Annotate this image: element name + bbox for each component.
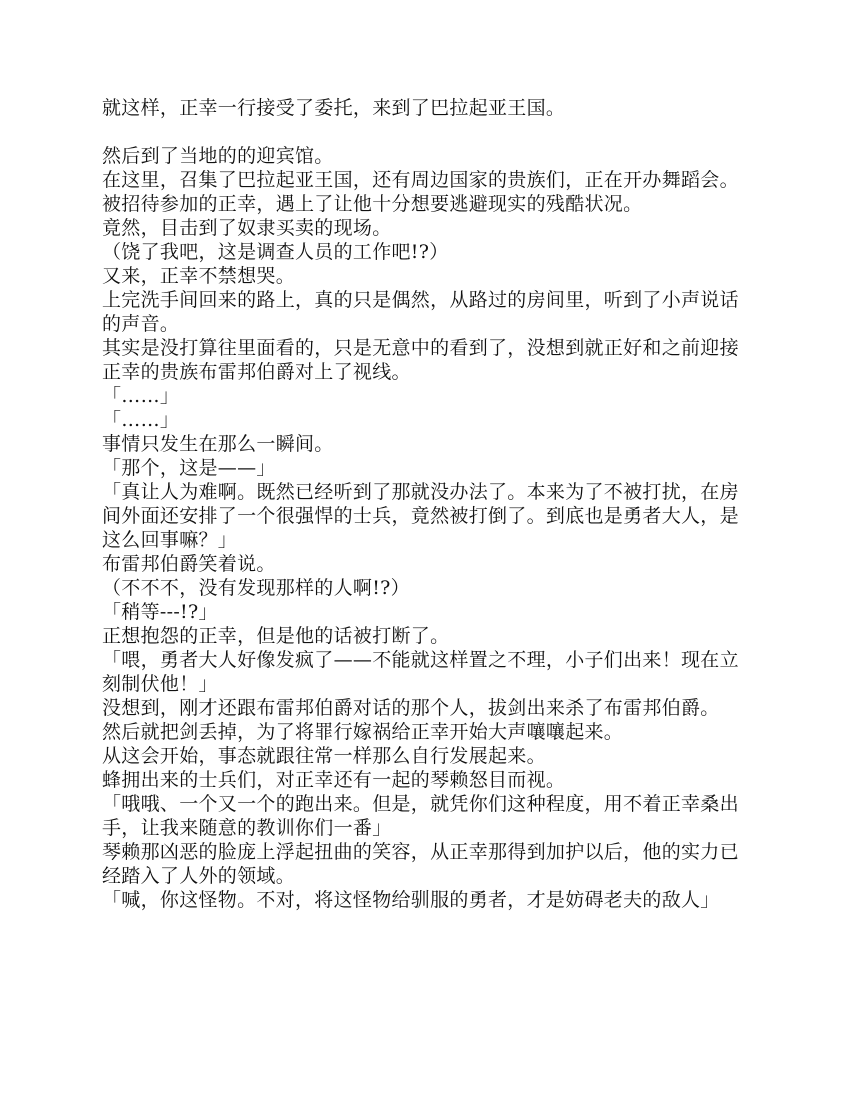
paragraph: 「哦哦、一个又一个的跑出来。但是，就凭你们这种程度，用不着正幸桑出手，让我来随意的教训你们一番」 <box>102 793 739 839</box>
paragraph: 又来，正幸不禁想哭。 <box>102 265 296 287</box>
paragraph: 蜂拥出来的士兵们，对正幸还有一起的琴赖怒目而视。 <box>102 769 566 791</box>
paragraph: 就这样，正幸一行接受了委托，来到了巴拉起亚王国。 <box>102 97 566 119</box>
paragraph: 「稍等---!?」 <box>102 601 218 623</box>
paragraph: 布雷邦伯爵笑着说。 <box>102 553 276 575</box>
paragraph: 从这会开始，事态就跟往常一样那么自行发展起来。 <box>102 745 546 767</box>
paragraph: 琴赖那凶恶的脸庞上浮起扭曲的笑容，从正幸那得到加护以后，他的实力已经踏入了人外的领域。 <box>102 841 739 887</box>
paragraph: 「……」 <box>102 385 180 407</box>
paragraph: 然后到了当地的的迎宾馆。 <box>102 145 334 167</box>
paragraph: 在这里，召集了巴拉起亚王国，还有周边国家的贵族们，正在开办舞蹈会。 <box>102 169 739 191</box>
paragraph: 正想抱怨的正幸，但是他的话被打断了。 <box>102 625 450 647</box>
paragraph: 没想到，刚才还跟布雷邦伯爵对话的那个人，拔剑出来杀了布雷邦伯爵。 <box>102 697 720 719</box>
paragraph: 事情只发生在那么一瞬间。 <box>102 433 334 455</box>
paragraph: （饶了我吧，这是调查人员的工作吧!?） <box>102 241 449 263</box>
document-body <box>102 96 750 912</box>
paragraph: 「喂，勇者大人好像发疯了——不能就这样置之不理，小子们出来！现在立刻制伏他！」 <box>102 649 739 695</box>
paragraph: 其实是没打算往里面看的，只是无意中的看到了，没想到就正好和之前迎接正幸的贵族布雷邦伯爵对上了视线。 <box>102 337 739 383</box>
paragraph: 上完洗手间回来的路上，真的只是偶然，从路过的房间里，听到了小声说话的声音。 <box>102 289 739 335</box>
paragraph: （不不不，没有发现那样的人啊!?） <box>102 577 410 599</box>
paragraph: 「喊，你这怪物。不对，将这怪物给驯服的勇者，才是妨碍老夫的敌人」 <box>102 889 720 911</box>
paragraph: 「那个，这是——」 <box>102 457 276 479</box>
paragraph: 被招待参加的正幸，遇上了让他十分想要逃避现实的残酷状况。 <box>102 193 643 215</box>
paragraph: 然后就把剑丢掉，为了将罪行嫁祸给正幸开始大声嚷嚷起来。 <box>102 721 624 743</box>
paragraph: 「真让人为难啊。既然已经听到了那就没办法了。本来为了不被打扰，在房间外面还安排了一个很强悍的士兵，竟然被打倒了。到底也是勇者大人，是这么回事嘛？」 <box>102 481 739 551</box>
paragraph: 「……」 <box>102 409 180 431</box>
paragraph-gap <box>102 120 750 144</box>
paragraph: 竟然，目击到了奴隶买卖的现场。 <box>102 217 392 239</box>
